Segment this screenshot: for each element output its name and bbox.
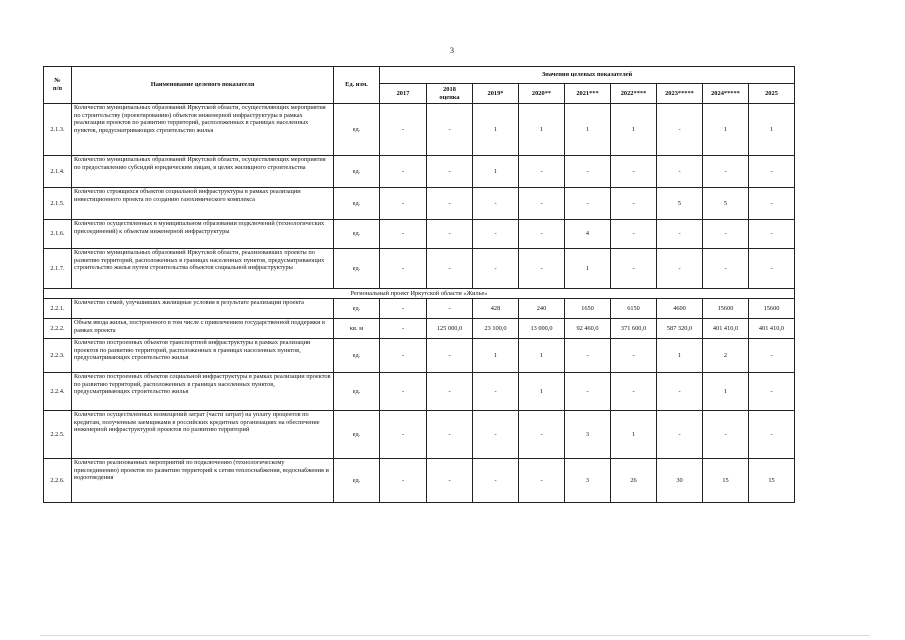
indicator-name: Количество реализованных мероприятий по подключению (технологическому присоединению) проектов по развитию территорий к сетям теплоснабжения, водоснабжения и водоотведения: [72, 459, 334, 503]
value-cell: 92 460,0: [565, 319, 611, 339]
value-cell: -: [427, 373, 473, 411]
header-year: 2017: [380, 84, 427, 104]
header-year: 2024*****: [703, 84, 749, 104]
indicator-name: Объем ввода жилья, построенного в том числе с привлечением государственной поддержки в рамках проекта: [72, 319, 334, 339]
table-row: [44, 249, 795, 289]
value-cell: -: [611, 188, 657, 220]
table-row: [44, 373, 795, 411]
header-values: Значения целевых показателей: [380, 67, 795, 84]
header-year: 2019*: [473, 84, 519, 104]
value-cell: -: [565, 373, 611, 411]
table-row: [44, 339, 795, 373]
value-cell: -: [749, 220, 795, 249]
header-year: 2022****: [611, 84, 657, 104]
value-cell: -: [427, 156, 473, 188]
header-year: 2020**: [519, 84, 565, 104]
row-number: 2.1.6.: [44, 220, 72, 249]
unit-cell: ед.: [334, 339, 380, 373]
indicator-name: Количество осуществленных в муниципальном образовании подключений (технологических присоединений) к объектам инженерной инфраструктуры: [72, 220, 334, 249]
row-number: 2.2.2.: [44, 319, 72, 339]
value-cell: -: [703, 220, 749, 249]
unit-cell: ед.: [334, 156, 380, 188]
value-cell: -: [473, 411, 519, 459]
value-cell: 1: [473, 156, 519, 188]
value-cell: -: [749, 188, 795, 220]
value-cell: 4: [565, 220, 611, 249]
value-cell: -: [473, 220, 519, 249]
unit-cell: ед.: [334, 459, 380, 503]
value-cell: 1: [611, 411, 657, 459]
value-cell: -: [565, 156, 611, 188]
value-cell: 1: [519, 373, 565, 411]
page-number: 3: [450, 46, 454, 55]
value-cell: 3: [565, 411, 611, 459]
value-cell: 15: [703, 459, 749, 503]
section-row: [44, 289, 795, 299]
value-cell: 1: [565, 104, 611, 156]
value-cell: 1650: [565, 299, 611, 319]
header-year: 2021***: [565, 84, 611, 104]
value-cell: -: [380, 104, 427, 156]
value-cell: -: [611, 220, 657, 249]
value-cell: -: [473, 188, 519, 220]
header-unit: Ед. изм.: [334, 67, 380, 104]
unit-cell: ед.: [334, 373, 380, 411]
value-cell: -: [519, 220, 565, 249]
value-cell: 30: [657, 459, 703, 503]
value-cell: -: [657, 104, 703, 156]
value-cell: 15: [749, 459, 795, 503]
value-cell: -: [519, 249, 565, 289]
value-cell: -: [380, 319, 427, 339]
value-cell: -: [657, 249, 703, 289]
value-cell: -: [473, 373, 519, 411]
header-num: № п/п: [44, 67, 72, 104]
value-cell: -: [657, 156, 703, 188]
value-cell: 26: [611, 459, 657, 503]
value-cell: 371 600,0: [611, 319, 657, 339]
indicator-name: Количество построенных объектов транспортной инфраструктуры в рамках реализации проектов по развитию территорий, расположенных в границах населенных пунктов, предусматривающих строительство жилья: [72, 339, 334, 373]
value-cell: 1: [473, 104, 519, 156]
row-number: 2.2.3.: [44, 339, 72, 373]
value-cell: -: [427, 104, 473, 156]
value-cell: 5: [703, 188, 749, 220]
value-cell: 1: [611, 104, 657, 156]
unit-cell: ед.: [334, 249, 380, 289]
section-title: Региональный проект Иркутской области «Жилье»: [44, 289, 795, 299]
value-cell: -: [380, 156, 427, 188]
row-number: 2.2.4.: [44, 373, 72, 411]
value-cell: -: [749, 156, 795, 188]
value-cell: -: [749, 373, 795, 411]
value-cell: 1: [703, 373, 749, 411]
value-cell: -: [611, 339, 657, 373]
row-number: 2.1.4.: [44, 156, 72, 188]
value-cell: -: [380, 188, 427, 220]
row-number: 2.2.5.: [44, 411, 72, 459]
value-cell: -: [380, 299, 427, 319]
value-cell: -: [611, 249, 657, 289]
indicator-name: Количество семей, улучшивших жилищные условия в результате реализации проекта: [72, 299, 334, 319]
indicator-name: Количество строящихся объектов социальной инфраструктуры в рамках реализации инвестиционного проекта по созданию газохимического комплекса: [72, 188, 334, 220]
value-cell: -: [749, 411, 795, 459]
header-name: Наименование целевого показателя: [72, 67, 334, 104]
value-cell: -: [749, 249, 795, 289]
value-cell: -: [380, 411, 427, 459]
value-cell: -: [380, 339, 427, 373]
value-cell: 428: [473, 299, 519, 319]
value-cell: -: [427, 249, 473, 289]
unit-cell: ед.: [334, 188, 380, 220]
value-cell: 6150: [611, 299, 657, 319]
value-cell: -: [380, 249, 427, 289]
row-number: 2.2.1.: [44, 299, 72, 319]
value-cell: -: [611, 156, 657, 188]
value-cell: 1: [565, 249, 611, 289]
header-year: 2018 оценка: [427, 84, 473, 104]
value-cell: -: [427, 459, 473, 503]
value-cell: 1: [657, 339, 703, 373]
value-cell: -: [703, 411, 749, 459]
value-cell: 125 000,0: [427, 319, 473, 339]
value-cell: -: [657, 220, 703, 249]
header-year: 2023*****: [657, 84, 703, 104]
table-row: [44, 188, 795, 220]
value-cell: -: [519, 188, 565, 220]
row-number: 2.2.6.: [44, 459, 72, 503]
value-cell: 1: [703, 104, 749, 156]
value-cell: -: [380, 220, 427, 249]
table-row: [44, 104, 795, 156]
value-cell: -: [380, 373, 427, 411]
table-row: [44, 156, 795, 188]
value-cell: -: [427, 188, 473, 220]
value-cell: -: [427, 299, 473, 319]
value-cell: -: [427, 220, 473, 249]
indicator-name: Количество осуществленных возмещений затрат (части затрат) на уплату процентов по кредитам, полученным заемщиками в российских кредитных организациях на обеспечение инженерной инфраструктурой проектов по развитию территорий: [72, 411, 334, 459]
value-cell: 401 410,0: [703, 319, 749, 339]
value-cell: 15600: [749, 299, 795, 319]
value-cell: -: [703, 156, 749, 188]
unit-cell: ед.: [334, 299, 380, 319]
table-row: [44, 319, 795, 339]
value-cell: -: [657, 411, 703, 459]
value-cell: -: [749, 339, 795, 373]
value-cell: 1: [519, 339, 565, 373]
value-cell: -: [703, 249, 749, 289]
value-cell: 1: [473, 339, 519, 373]
value-cell: 1: [749, 104, 795, 156]
table-row: [44, 220, 795, 249]
unit-cell: ед.: [334, 220, 380, 249]
indicator-name: Количество построенных объектов социальной инфраструктуры в рамках реализации проектов по развитию территорий, расположенных в границах населенных пунктов, предусматривающих строительство жилья: [72, 373, 334, 411]
value-cell: 13 000,0: [519, 319, 565, 339]
value-cell: 2: [703, 339, 749, 373]
indicator-name: Количество муниципальных образований Иркутской области, осуществляющих мероприятия по строительству (проектированию) объектов инженерной инфраструктуры в рамках реализации проектов по развитию территорий, расположенных в границах населенных пунктов, предусматривающих строительство жилья: [72, 104, 334, 156]
indicators-table: [43, 66, 795, 503]
value-cell: 587 320,0: [657, 319, 703, 339]
value-cell: 240: [519, 299, 565, 319]
value-cell: -: [519, 459, 565, 503]
value-cell: 1: [519, 104, 565, 156]
table-row: [44, 459, 795, 503]
value-cell: -: [519, 411, 565, 459]
value-cell: 23 100,0: [473, 319, 519, 339]
value-cell: -: [611, 373, 657, 411]
table-row: [44, 299, 795, 319]
value-cell: -: [473, 249, 519, 289]
value-cell: -: [565, 188, 611, 220]
indicator-name: Количество муниципальных образований Иркутской области, реализовавших проекты по развитию территорий, расположенных в границах населенных пунктов, предусматривающих строительство жилья путем строительства объектов социальной инфраструктуры: [72, 249, 334, 289]
value-cell: -: [380, 459, 427, 503]
value-cell: -: [565, 339, 611, 373]
value-cell: 5: [657, 188, 703, 220]
value-cell: 401 410,0: [749, 319, 795, 339]
row-number: 2.1.3.: [44, 104, 72, 156]
value-cell: -: [427, 411, 473, 459]
table-row: [44, 411, 795, 459]
indicator-name: Количество муниципальных образований Иркутской области, осуществляющих мероприятия по предоставлению субсидий юридическим лицам, в целях жилищного строительства: [72, 156, 334, 188]
value-cell: -: [519, 156, 565, 188]
value-cell: 4600: [657, 299, 703, 319]
unit-cell: ед.: [334, 104, 380, 156]
scan-artifact: [40, 635, 870, 636]
unit-cell: кв. м: [334, 319, 380, 339]
value-cell: -: [473, 459, 519, 503]
value-cell: 3: [565, 459, 611, 503]
value-cell: -: [427, 339, 473, 373]
row-number: 2.1.5.: [44, 188, 72, 220]
value-cell: 15600: [703, 299, 749, 319]
header-year: 2025: [749, 84, 795, 104]
unit-cell: ед.: [334, 411, 380, 459]
row-number: 2.1.7.: [44, 249, 72, 289]
value-cell: -: [657, 373, 703, 411]
